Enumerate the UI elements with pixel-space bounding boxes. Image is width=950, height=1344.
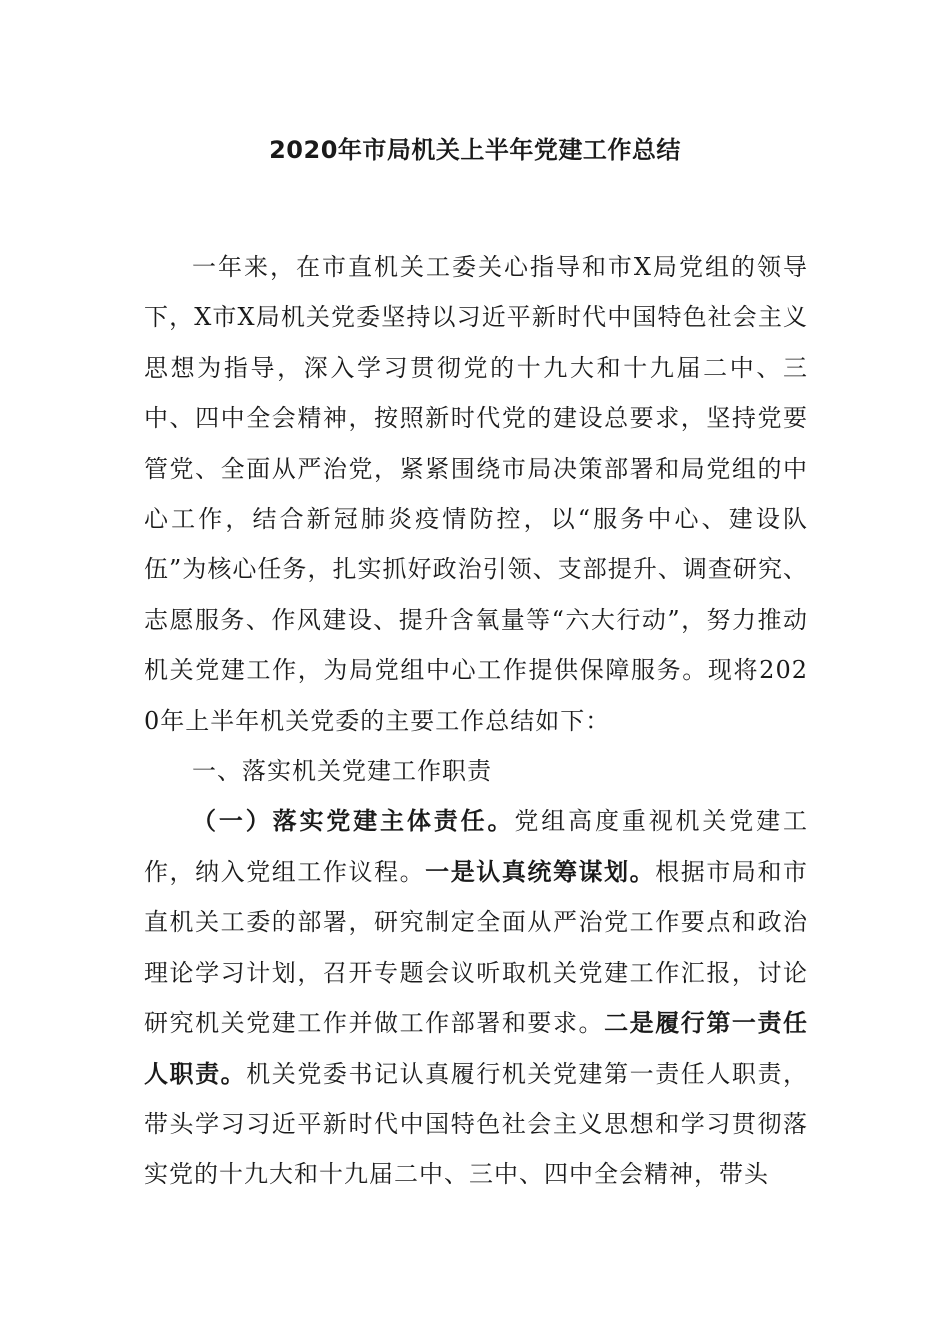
point-two-text: 机关党委书记认真履行机关党建第一责任人职责，带头学习习近平新时代中国特色社会主义思想和学习贯彻落实党的十九大和十九届二中、三中、四中全会精神，带头 [144,1059,809,1189]
subsection-paragraph [144,796,808,1199]
intro-paragraph: 一年来，在市直机关工委关心指导和市X局党组的领导下，X市X局机关党委坚持以习近平新时代中国特色社会主义思想为指导，深入学习贯彻党的十九大和十九届二中、三中、四中全会精神，按照新时代党的建设总要求，坚持党要管党、全面从严治党，紧紧围绕市局决策部署和局党组的中心工作，结合新冠肺炎疫情防控，以“服务中心、建设队伍”为核心任务，扎实抓好政治引领、支部提升、调查研究、志愿服务、作风建设、提升含氧量等“六大行动”，努力推动机关党建工作，为局党组中心工作提供保障服务。现将2020年上半年机关党委的主要工作总结如下： [144,253,808,735]
point-one-text: 根据市局和市直机关工委的部署，研究制定全面从严治党工作要点和政治理论学习计划，召开专题会议听取机关党建工作汇报，讨论研究机关党建工作并做工作部署和要求。 [144,857,809,1038]
point-two-label: 二是履行第一责任人职责。 [144,1008,809,1088]
subsection-label: （一）落实党建主体责任。 [192,806,515,836]
section-heading: 一、落实机关党建工作职责 [192,757,492,786]
subsection-text: 党组高度重视机关党建工作，纳入党组工作议程。 [144,807,809,886]
document-body [144,242,808,1200]
document-title: 2020年市局机关上半年党建工作总结 [269,136,681,164]
point-one-label: 一是认真统筹谋划。 [425,856,656,886]
